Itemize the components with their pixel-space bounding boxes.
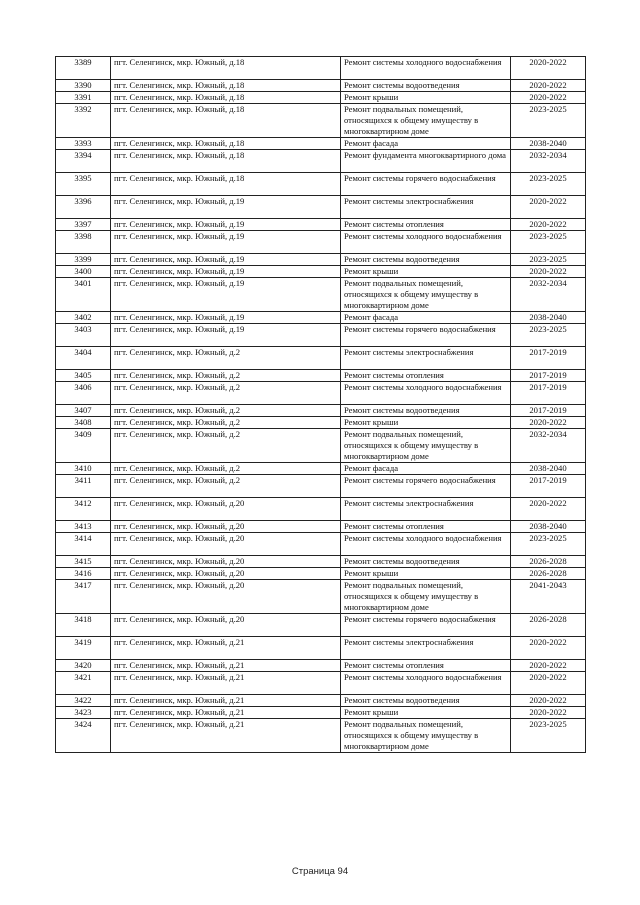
work-type-cell: Ремонт фасада — [341, 138, 511, 150]
address-cell: пгт. Селенгинск, мкр. Южный, д.20 — [111, 568, 341, 580]
work-type-cell: Ремонт системы электроснабжения — [341, 637, 511, 660]
table-row — [56, 614, 586, 637]
row-number-cell: 3422 — [56, 695, 111, 707]
address-cell: пгт. Селенгинск, мкр. Южный, д.18 — [111, 92, 341, 104]
table-row — [56, 695, 586, 707]
table-row — [56, 463, 586, 475]
period-cell: 2020-2022 — [511, 498, 586, 521]
row-number-cell: 3403 — [56, 324, 111, 347]
row-number-cell: 3408 — [56, 417, 111, 429]
address-cell: пгт. Селенгинск, мкр. Южный, д.18 — [111, 104, 341, 138]
row-number-cell: 3398 — [56, 231, 111, 254]
period-cell: 2023-2025 — [511, 533, 586, 556]
row-number-cell: 3412 — [56, 498, 111, 521]
work-type-cell: Ремонт фасада — [341, 312, 511, 324]
table-row — [56, 173, 586, 196]
row-number-cell: 3392 — [56, 104, 111, 138]
table-row — [56, 405, 586, 417]
row-number-cell: 3395 — [56, 173, 111, 196]
period-cell: 2020-2022 — [511, 672, 586, 695]
table-row — [56, 324, 586, 347]
table-row — [56, 219, 586, 231]
table-row — [56, 521, 586, 533]
row-number-cell: 3418 — [56, 614, 111, 637]
period-cell: 2017-2019 — [511, 405, 586, 417]
table-row — [56, 637, 586, 660]
work-type-cell: Ремонт системы отопления — [341, 660, 511, 672]
work-type-cell: Ремонт подвальных помещений, относящихся к общему имуществу в многоквартирном доме — [341, 104, 511, 138]
row-number-cell: 3391 — [56, 92, 111, 104]
table-row — [56, 556, 586, 568]
table-row — [56, 231, 586, 254]
address-cell: пгт. Селенгинск, мкр. Южный, д.18 — [111, 57, 341, 80]
row-number-cell: 3415 — [56, 556, 111, 568]
row-number-cell: 3401 — [56, 278, 111, 312]
period-cell: 2020-2022 — [511, 660, 586, 672]
table-row — [56, 347, 586, 370]
work-type-cell: Ремонт системы водоотведения — [341, 556, 511, 568]
table-row — [56, 660, 586, 672]
row-number-cell: 3424 — [56, 719, 111, 753]
table-row — [56, 254, 586, 266]
row-number-cell: 3420 — [56, 660, 111, 672]
period-cell: 2020-2022 — [511, 637, 586, 660]
work-type-cell: Ремонт подвальных помещений, относящихся к общему имуществу в многоквартирном доме — [341, 278, 511, 312]
row-number-cell: 3389 — [56, 57, 111, 80]
row-number-cell: 3414 — [56, 533, 111, 556]
work-type-cell: Ремонт системы отопления — [341, 521, 511, 533]
row-number-cell: 3407 — [56, 405, 111, 417]
work-type-cell: Ремонт крыши — [341, 568, 511, 580]
table-row — [56, 370, 586, 382]
period-cell: 2017-2019 — [511, 370, 586, 382]
row-number-cell: 3410 — [56, 463, 111, 475]
address-cell: пгт. Селенгинск, мкр. Южный, д.2 — [111, 370, 341, 382]
address-cell: пгт. Селенгинск, мкр. Южный, д.18 — [111, 138, 341, 150]
work-type-cell: Ремонт системы горячего водоснабжения — [341, 614, 511, 637]
table-row — [56, 498, 586, 521]
work-type-cell: Ремонт фундамента многоквартирного дома — [341, 150, 511, 173]
address-cell: пгт. Селенгинск, мкр. Южный, д.21 — [111, 707, 341, 719]
period-cell: 2038-2040 — [511, 312, 586, 324]
work-type-cell: Ремонт крыши — [341, 92, 511, 104]
period-cell: 2032-2034 — [511, 278, 586, 312]
address-cell: пгт. Селенгинск, мкр. Южный, д.19 — [111, 254, 341, 266]
row-number-cell: 3390 — [56, 80, 111, 92]
address-cell: пгт. Селенгинск, мкр. Южный, д.2 — [111, 405, 341, 417]
row-number-cell: 3419 — [56, 637, 111, 660]
address-cell: пгт. Селенгинск, мкр. Южный, д.19 — [111, 196, 341, 219]
table-row — [56, 719, 586, 753]
work-type-cell: Ремонт подвальных помещений, относящихся к общему имуществу в многоквартирном доме — [341, 429, 511, 463]
row-number-cell: 3416 — [56, 568, 111, 580]
work-type-cell: Ремонт крыши — [341, 707, 511, 719]
row-number-cell: 3396 — [56, 196, 111, 219]
work-type-cell: Ремонт системы отопления — [341, 370, 511, 382]
address-cell: пгт. Селенгинск, мкр. Южный, д.18 — [111, 150, 341, 173]
work-type-cell: Ремонт системы горячего водоснабжения — [341, 324, 511, 347]
work-type-cell: Ремонт фасада — [341, 463, 511, 475]
document-page — [55, 56, 585, 753]
period-cell: 2020-2022 — [511, 57, 586, 80]
work-type-cell: Ремонт системы водоотведения — [341, 254, 511, 266]
table-row — [56, 104, 586, 138]
period-cell: 2023-2025 — [511, 104, 586, 138]
row-number-cell: 3423 — [56, 707, 111, 719]
row-number-cell: 3421 — [56, 672, 111, 695]
period-cell: 2038-2040 — [511, 463, 586, 475]
table-row — [56, 92, 586, 104]
row-number-cell: 3400 — [56, 266, 111, 278]
address-cell: пгт. Селенгинск, мкр. Южный, д.21 — [111, 719, 341, 753]
work-type-cell: Ремонт подвальных помещений, относящихся к общему имуществу в многоквартирном доме — [341, 580, 511, 614]
table-row — [56, 312, 586, 324]
table-row — [56, 196, 586, 219]
table-row — [56, 475, 586, 498]
table-row — [56, 707, 586, 719]
period-cell: 2023-2025 — [511, 173, 586, 196]
work-type-cell: Ремонт системы холодного водоснабжения — [341, 382, 511, 405]
period-cell: 2020-2022 — [511, 80, 586, 92]
row-number-cell: 3417 — [56, 580, 111, 614]
period-cell: 2026-2028 — [511, 568, 586, 580]
address-cell: пгт. Селенгинск, мкр. Южный, д.21 — [111, 660, 341, 672]
row-number-cell: 3394 — [56, 150, 111, 173]
work-type-cell: Ремонт крыши — [341, 266, 511, 278]
address-cell: пгт. Селенгинск, мкр. Южный, д.2 — [111, 463, 341, 475]
table-row — [56, 278, 586, 312]
period-cell: 2026-2028 — [511, 556, 586, 568]
work-type-cell: Ремонт системы водоотведения — [341, 80, 511, 92]
address-cell: пгт. Селенгинск, мкр. Южный, д.19 — [111, 324, 341, 347]
period-cell: 2020-2022 — [511, 266, 586, 278]
work-type-cell: Ремонт системы холодного водоснабжения — [341, 672, 511, 695]
address-cell: пгт. Селенгинск, мкр. Южный, д.21 — [111, 637, 341, 660]
period-cell: 2020-2022 — [511, 219, 586, 231]
work-type-cell: Ремонт крыши — [341, 417, 511, 429]
table-row — [56, 580, 586, 614]
address-cell: пгт. Селенгинск, мкр. Южный, д.2 — [111, 382, 341, 405]
address-cell: пгт. Селенгинск, мкр. Южный, д.19 — [111, 312, 341, 324]
period-cell: 2023-2025 — [511, 231, 586, 254]
period-cell: 2026-2028 — [511, 614, 586, 637]
period-cell: 2020-2022 — [511, 92, 586, 104]
row-number-cell: 3409 — [56, 429, 111, 463]
table-row — [56, 382, 586, 405]
row-number-cell: 3399 — [56, 254, 111, 266]
address-cell: пгт. Селенгинск, мкр. Южный, д.2 — [111, 429, 341, 463]
table-row — [56, 533, 586, 556]
period-cell: 2017-2019 — [511, 347, 586, 370]
work-type-cell: Ремонт системы холодного водоснабжения — [341, 231, 511, 254]
address-cell: пгт. Селенгинск, мкр. Южный, д.20 — [111, 580, 341, 614]
row-number-cell: 3406 — [56, 382, 111, 405]
period-cell: 2038-2040 — [511, 138, 586, 150]
address-cell: пгт. Селенгинск, мкр. Южный, д.20 — [111, 556, 341, 568]
period-cell: 2023-2025 — [511, 254, 586, 266]
work-type-cell: Ремонт системы холодного водоснабжения — [341, 533, 511, 556]
address-cell: пгт. Селенгинск, мкр. Южный, д.2 — [111, 347, 341, 370]
table-row — [56, 672, 586, 695]
period-cell: 2017-2019 — [511, 382, 586, 405]
work-type-cell: Ремонт системы горячего водоснабжения — [341, 475, 511, 498]
period-cell: 2032-2034 — [511, 429, 586, 463]
address-cell: пгт. Селенгинск, мкр. Южный, д.18 — [111, 80, 341, 92]
address-cell: пгт. Селенгинск, мкр. Южный, д.20 — [111, 614, 341, 637]
table-row — [56, 80, 586, 92]
page-number: Страница 94 — [291, 866, 349, 877]
work-type-cell: Ремонт системы холодного водоснабжения — [341, 57, 511, 80]
table-row — [56, 429, 586, 463]
address-cell: пгт. Селенгинск, мкр. Южный, д.21 — [111, 672, 341, 695]
address-cell: пгт. Селенгинск, мкр. Южный, д.18 — [111, 173, 341, 196]
work-type-cell: Ремонт системы отопления — [341, 219, 511, 231]
row-number-cell: 3402 — [56, 312, 111, 324]
period-cell: 2020-2022 — [511, 695, 586, 707]
row-number-cell: 3413 — [56, 521, 111, 533]
work-type-cell: Ремонт системы водоотведения — [341, 405, 511, 417]
work-type-cell: Ремонт подвальных помещений, относящихся к общему имуществу в многоквартирном доме — [341, 719, 511, 753]
row-number-cell: 3397 — [56, 219, 111, 231]
table-row — [56, 568, 586, 580]
row-number-cell: 3405 — [56, 370, 111, 382]
row-number-cell: 3411 — [56, 475, 111, 498]
address-cell: пгт. Селенгинск, мкр. Южный, д.2 — [111, 475, 341, 498]
repair-schedule-table — [55, 56, 586, 753]
table-row — [56, 417, 586, 429]
work-type-cell: Ремонт системы водоотведения — [341, 695, 511, 707]
work-type-cell: Ремонт системы электроснабжения — [341, 196, 511, 219]
row-number-cell: 3404 — [56, 347, 111, 370]
address-cell: пгт. Селенгинск, мкр. Южный, д.20 — [111, 533, 341, 556]
table-row — [56, 138, 586, 150]
period-cell: 2017-2019 — [511, 475, 586, 498]
address-cell: пгт. Селенгинск, мкр. Южный, д.19 — [111, 231, 341, 254]
period-cell: 2020-2022 — [511, 196, 586, 219]
address-cell: пгт. Селенгинск, мкр. Южный, д.20 — [111, 498, 341, 521]
address-cell: пгт. Селенгинск, мкр. Южный, д.19 — [111, 266, 341, 278]
work-type-cell: Ремонт системы электроснабжения — [341, 347, 511, 370]
table-row — [56, 57, 586, 80]
table-row — [56, 150, 586, 173]
address-cell: пгт. Селенгинск, мкр. Южный, д.2 — [111, 417, 341, 429]
address-cell: пгт. Селенгинск, мкр. Южный, д.19 — [111, 278, 341, 312]
address-cell: пгт. Селенгинск, мкр. Южный, д.19 — [111, 219, 341, 231]
table-body — [56, 57, 586, 753]
table-row — [56, 266, 586, 278]
period-cell: 2020-2022 — [511, 707, 586, 719]
row-number-cell: 3393 — [56, 138, 111, 150]
period-cell: 2020-2022 — [511, 417, 586, 429]
work-type-cell: Ремонт системы горячего водоснабжения — [341, 173, 511, 196]
period-cell: 2032-2034 — [511, 150, 586, 173]
period-cell: 2041-2043 — [511, 580, 586, 614]
address-cell: пгт. Селенгинск, мкр. Южный, д.20 — [111, 521, 341, 533]
address-cell: пгт. Селенгинск, мкр. Южный, д.21 — [111, 695, 341, 707]
period-cell: 2038-2040 — [511, 521, 586, 533]
work-type-cell: Ремонт системы электроснабжения — [341, 498, 511, 521]
period-cell: 2023-2025 — [511, 719, 586, 753]
period-cell: 2023-2025 — [511, 324, 586, 347]
